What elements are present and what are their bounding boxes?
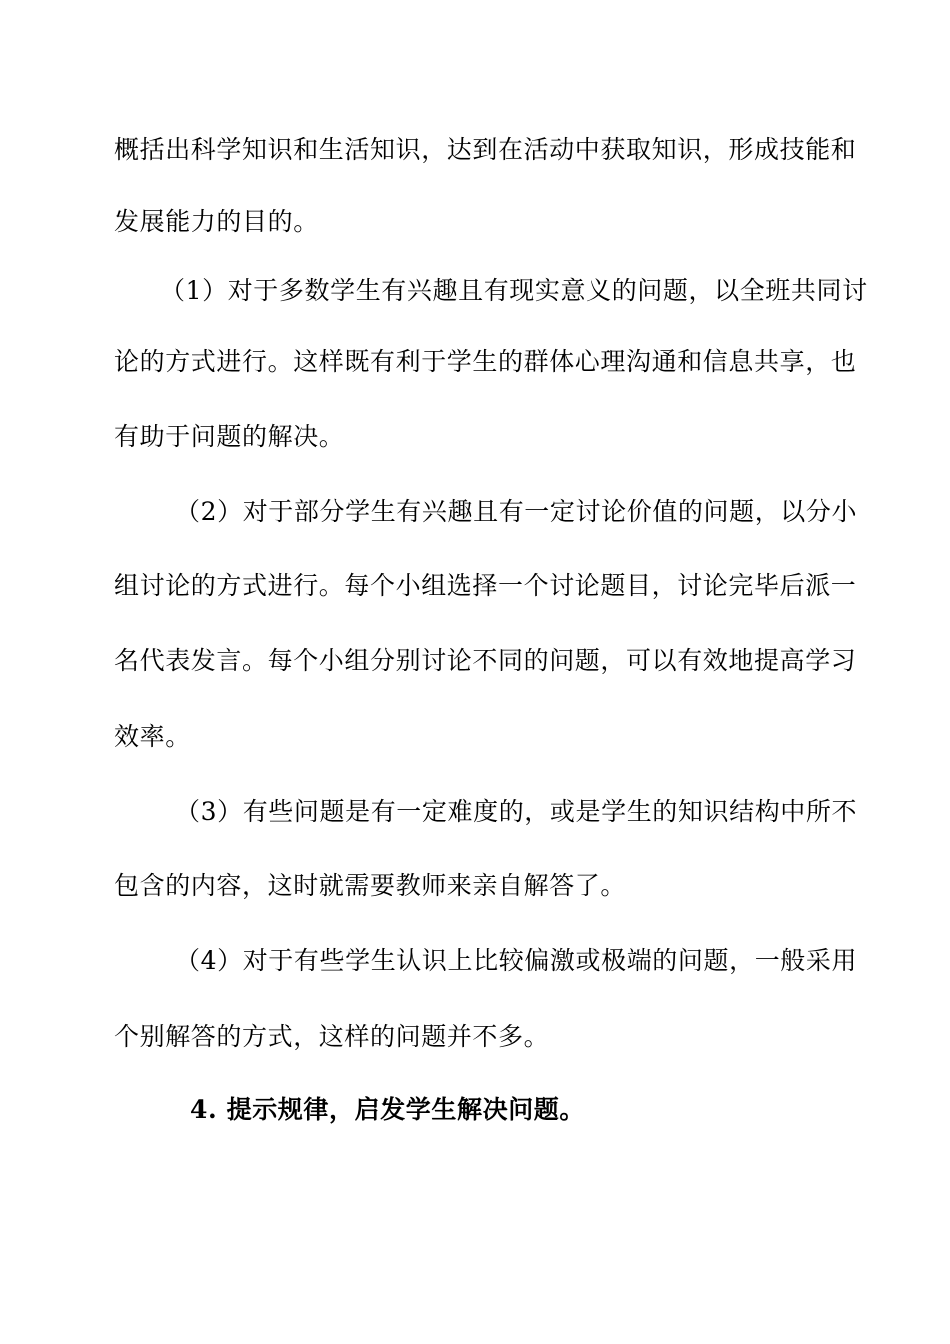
text-line: 发展能力的目的。 bbox=[114, 207, 319, 236]
text-line: 有助于问题的解决。 bbox=[114, 422, 345, 451]
text-line: 概括出科学知识和生活知识，达到在活动中获取知识，形成技能和 bbox=[114, 135, 857, 164]
text-line: 论的方式进行。这样既有利于学生的群体心理沟通和信息共享，也 bbox=[114, 347, 857, 376]
text-line: （1）对于多数学生有兴趣且有现实意义的问题，以全班共同讨 bbox=[160, 276, 868, 305]
text-line: 名代表发言。每个小组分别讨论不同的问题，可以有效地提高学习 bbox=[114, 646, 857, 675]
section-heading: 4. 提示规律，启发学生解决问题。 bbox=[190, 1095, 586, 1124]
text-line: （2）对于部分学生有兴趣且有一定讨论价值的问题，以分小 bbox=[175, 497, 858, 526]
text-line: 组讨论的方式进行。每个小组选择一个讨论题目，讨论完毕后派一 bbox=[114, 571, 857, 600]
text-line: 个别解答的方式，这样的问题并不多。 bbox=[114, 1022, 550, 1051]
text-line: 包含的内容，这时就需要教师来亲自解答了。 bbox=[114, 871, 627, 900]
text-line: 效率。 bbox=[114, 722, 191, 751]
text-line: （3）有些问题是有一定难度的，或是学生的知识结构中所不 bbox=[175, 797, 858, 826]
text-line: （4）对于有些学生认识上比较偏激或极端的问题，一般采用 bbox=[175, 946, 858, 975]
